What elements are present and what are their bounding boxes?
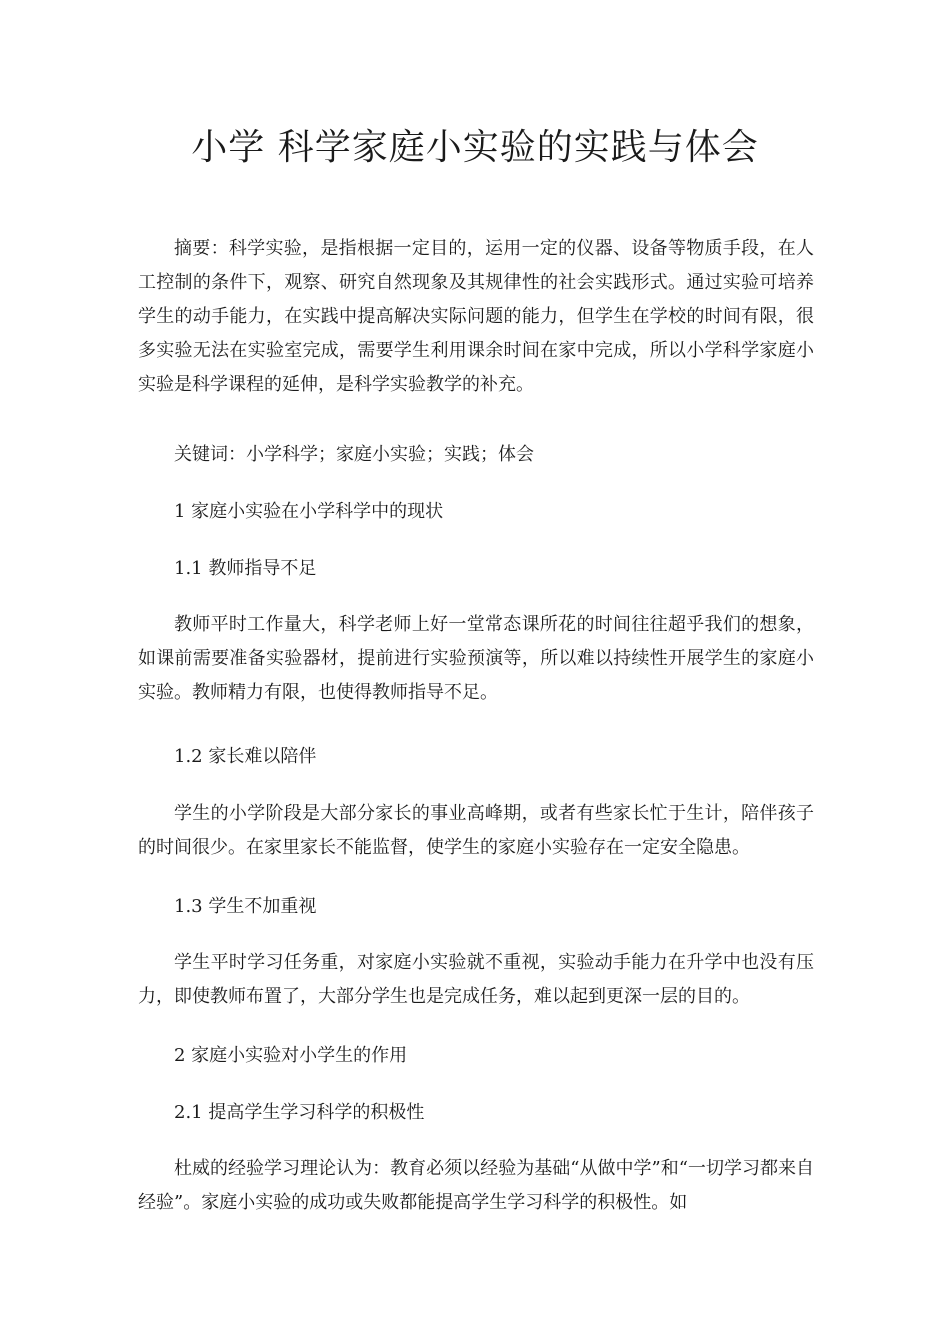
document-title: 小学 科学家庭小实验的实践与体会 (191, 127, 759, 168)
section-2-heading: 2 家庭小实验对小学生的作用 (174, 1045, 408, 1066)
section-1-3-heading: 1.3 学生不加重视 (174, 896, 317, 917)
section-1-2-paragraph: 学生的小学阶段是大部分家长的事业高峰期，或者有些家长忙于生计，陪伴孩子的时间很少。在家里家长不能监督，使学生的家庭小实验存在一定安全隐患。 (138, 803, 814, 858)
section-1-3-paragraph: 学生平时学习任务重，对家庭小实验就不重视，实验动手能力在升学中也没有压力，即使教师布置了，大部分学生也是完成任务，难以起到更深一层的目的。 (138, 952, 814, 1007)
section-2-1-heading: 2.1 提高学生学习科学的积极性 (174, 1102, 425, 1123)
abstract-paragraph: 摘要：科学实验，是指根据一定目的，运用一定的仪器、设备等物质手段，在人工控制的条件下，观察、研究自然现象及其规律性的社会实践形式。通过实验可培养学生的动手能力，在实践中提高解决实际问题的能力，但学生在学校的时间有限，很多实验无法在实验室完成，需要学生利用课余时间在家中完成，所以小学科学家庭小实验是科学课程的延伸，是科学实验教学的补充。 (138, 238, 814, 395)
section-1-2-heading: 1.2 家长难以陪伴 (174, 746, 317, 767)
section-2-1-paragraph: 杜威的经验学习理论认为：教育必须以经验为基础“从做中学”和“一切学习都来自经验”。家庭小实验的成功或失败都能提高学生学习科学的积极性。如 (138, 1158, 814, 1213)
section-1-1-paragraph: 教师平时工作量大，科学老师上好一堂常态课所花的时间往往超乎我们的想象，如课前需要准备实验器材，提前进行实验预演等，所以难以持续性开展学生的家庭小实验。教师精力有限，也使得教师指导不足。 (138, 614, 814, 703)
section-1-1-heading: 1.1 教师指导不足 (174, 558, 317, 579)
section-1-heading: 1 家庭小实验在小学科学中的现状 (174, 501, 444, 522)
keywords-line: 关键词：小学科学；家庭小实验；实践；体会 (174, 444, 534, 465)
